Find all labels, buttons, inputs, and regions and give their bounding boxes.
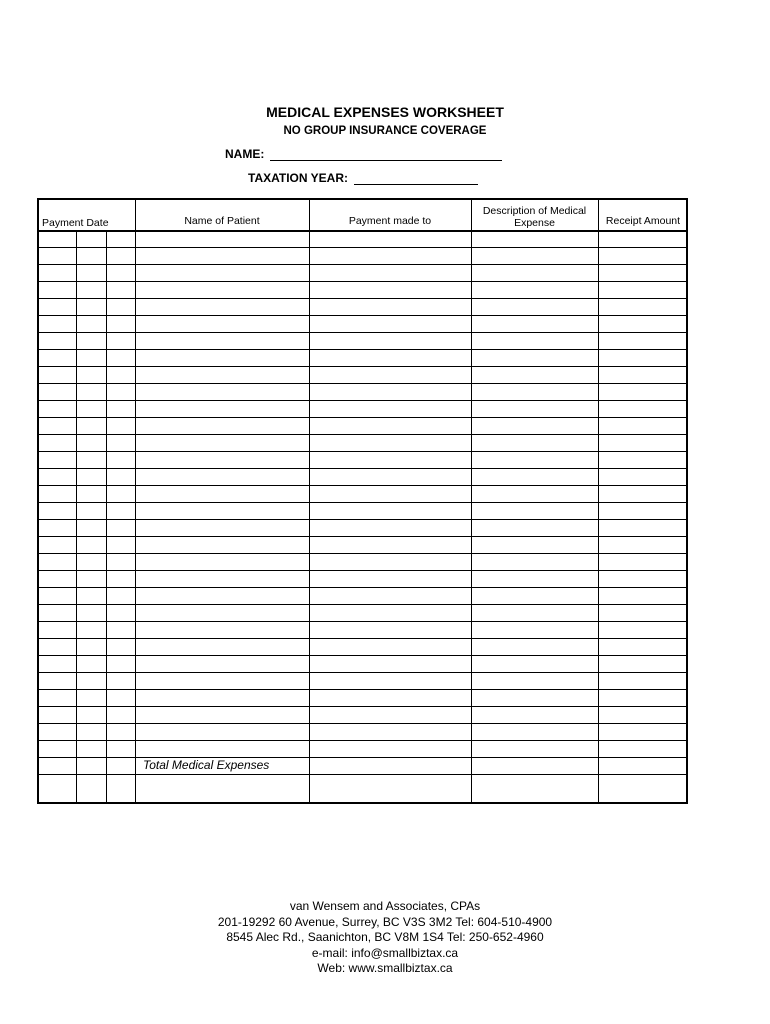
expenses-table <box>37 198 688 804</box>
table-row-line <box>39 400 686 401</box>
table-row-line <box>39 723 686 724</box>
table-row-line <box>39 315 686 316</box>
firm-address-surrey: 201-19292 60 Avenue, Surrey, BC V3S 3M2 Tel: 604-510-4900 <box>217 914 553 929</box>
name-label: NAME: <box>225 147 265 161</box>
column-divider <box>598 200 599 802</box>
table-row-line <box>39 689 686 690</box>
header-payment-made-to: Payment made to <box>348 215 432 227</box>
table-row-line <box>39 672 686 673</box>
header-description: Description of Medical Expense <box>482 204 587 229</box>
table-row-line <box>39 417 686 418</box>
table-row-line <box>39 553 686 554</box>
column-divider <box>135 200 136 802</box>
table-row-line <box>39 638 686 639</box>
name-blank-line[interactable] <box>270 149 502 161</box>
table-row-line <box>39 281 686 282</box>
header-patient-name: Name of Patient <box>184 215 260 227</box>
table-row-line <box>39 757 686 758</box>
worksheet-subtitle: NO GROUP INSURANCE COVERAGE <box>283 125 487 137</box>
taxation-year-field <box>248 171 478 185</box>
firm-name: van Wensem and Associates, CPAs <box>289 899 481 913</box>
total-medical-expenses-label: Total Medical Expenses <box>143 758 270 772</box>
table-row-line <box>39 264 686 265</box>
table-row-line <box>39 621 686 622</box>
firm-address-saanichton: 8545 Alec Rd., Saanichton, BC V8M 1S4 Tel: 250-652-4960 <box>226 930 544 944</box>
name-field <box>225 147 502 161</box>
taxation-year-label: TAXATION YEAR: <box>248 171 349 185</box>
firm-footer <box>0 899 770 977</box>
header-receipt-amount: Receipt Amount <box>605 215 681 227</box>
table-row-line <box>39 383 686 384</box>
firm-email: e-mail: info@smallbiztax.ca <box>311 945 459 960</box>
table-row-line <box>39 349 686 350</box>
table-row-line <box>39 502 686 503</box>
column-divider <box>471 200 472 802</box>
firm-website: Web: www.smallbiztax.ca <box>317 961 453 975</box>
worksheet-title: MEDICAL EXPENSES WORKSHEET <box>266 104 504 120</box>
table-row-line <box>39 298 686 299</box>
table-row-line <box>39 332 686 333</box>
table-row-line <box>39 519 686 520</box>
table-row-line <box>39 536 686 537</box>
table-row-line <box>39 774 686 775</box>
table-row-line <box>39 485 686 486</box>
table-row-line <box>39 604 686 605</box>
table-row-line <box>39 706 686 707</box>
taxation-year-blank-line[interactable] <box>354 173 478 185</box>
header-payment-date: Payment Date <box>42 217 109 229</box>
table-row-line <box>39 740 686 741</box>
header-divider <box>39 230 686 232</box>
table-row-line <box>39 468 686 469</box>
table-row-line <box>39 451 686 452</box>
table-row-line <box>39 366 686 367</box>
table-row-line <box>39 570 686 571</box>
table-row-line <box>39 655 686 656</box>
table-row-line <box>39 587 686 588</box>
table-row-line <box>39 434 686 435</box>
column-divider <box>309 200 310 802</box>
table-row-line <box>39 247 686 248</box>
